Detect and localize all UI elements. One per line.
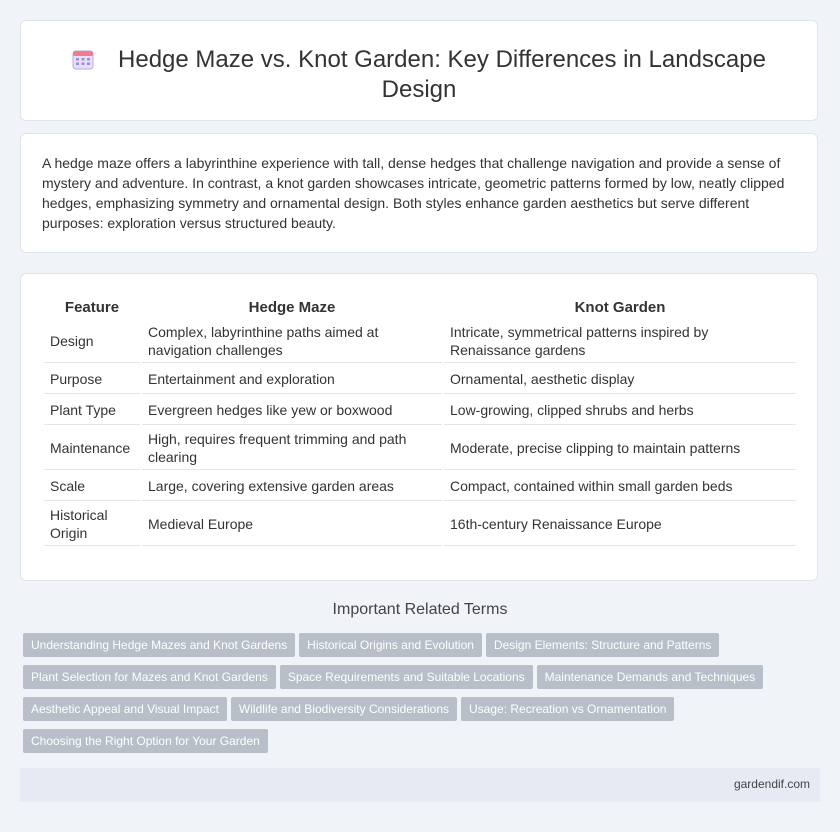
knot-garden-cell: 16th-century Renaissance Europe [444,503,796,546]
feature-cell: Scale [44,472,140,501]
feature-cell: Design [44,320,140,363]
hedge-maze-cell: Evergreen hedges like yew or boxwood [142,396,442,425]
feature-cell: Purpose [44,365,140,394]
header-card [20,20,818,121]
footer [20,768,820,802]
related-tag[interactable]: Plant Selection for Mazes and Knot Gardens [23,665,276,689]
knot-garden-cell: Ornamental, aesthetic display [444,365,796,394]
related-tag[interactable]: Space Requirements and Suitable Locations [280,665,533,689]
page-title: Hedge Maze vs. Knot Garden: Key Differences in Landscape Design [118,46,766,103]
intro-text: A hedge maze offers a labyrinthine experience with tall, dense hedges that challenge navigation and provide a sense of mystery and adventure. In contrast, a knot garden showcases intricate, geometric patterns formed by low, neatly clipped hedges, emphasizing symmetry and ornamental design. Both styles enhance garden aesthetics but serve different purposes: exploration versus structured beauty. [42,155,785,231]
table-row [44,472,796,501]
header-knot-garden: Knot Garden [574,298,666,316]
related-tag[interactable]: Usage: Recreation vs Ornamentation [461,697,674,721]
related-tag[interactable]: Understanding Hedge Mazes and Knot Gardens [23,633,295,657]
related-tag[interactable]: Maintenance Demands and Techniques [537,665,764,689]
related-tag[interactable]: Design Elements: Structure and Patterns [486,633,719,657]
table-row [44,396,796,425]
table-row [44,503,796,546]
header-hedge-maze: Hedge Maze [248,298,336,316]
knot-garden-cell: Intricate, symmetrical patterns inspired by Renaissance gardens [444,320,796,363]
feature-cell: Maintenance [44,427,140,470]
hedge-maze-cell: Large, covering extensive garden areas [142,472,442,501]
intro-card [20,133,818,253]
title-wrap [21,45,817,105]
related-tag[interactable]: Historical Origins and Evolution [299,633,482,657]
table-row [44,320,796,363]
related-tag[interactable]: Choosing the Right Option for Your Garden [23,729,268,753]
header-feature: Feature [64,298,120,316]
hedge-maze-cell: High, requires frequent trimming and path clearing [142,427,442,470]
footer-site[interactable]: gardendif.com [733,777,810,791]
knot-garden-cell: Compact, contained within small garden beds [444,472,796,501]
knot-garden-cell: Moderate, precise clipping to maintain patterns [444,427,796,470]
hedge-maze-cell: Entertainment and exploration [142,365,442,394]
table-row [44,427,796,470]
calendar-icon [72,48,94,70]
related-tag[interactable]: Wildlife and Biodiversity Considerations [231,697,457,721]
hedge-maze-cell: Complex, labyrinthine paths aimed at navigation challenges [142,320,442,363]
hedge-maze-cell: Medieval Europe [142,503,442,546]
related-tags [23,633,783,761]
related-terms-title: Important Related Terms [332,601,508,618]
knot-garden-cell: Low-growing, clipped shrubs and herbs [444,396,796,425]
related-tag[interactable]: Aesthetic Appeal and Visual Impact [23,697,227,721]
comparison-card [20,273,818,581]
comparison-table [42,294,798,548]
table-row [44,365,796,394]
feature-cell: Historical Origin [44,503,140,546]
feature-cell: Plant Type [44,396,140,425]
